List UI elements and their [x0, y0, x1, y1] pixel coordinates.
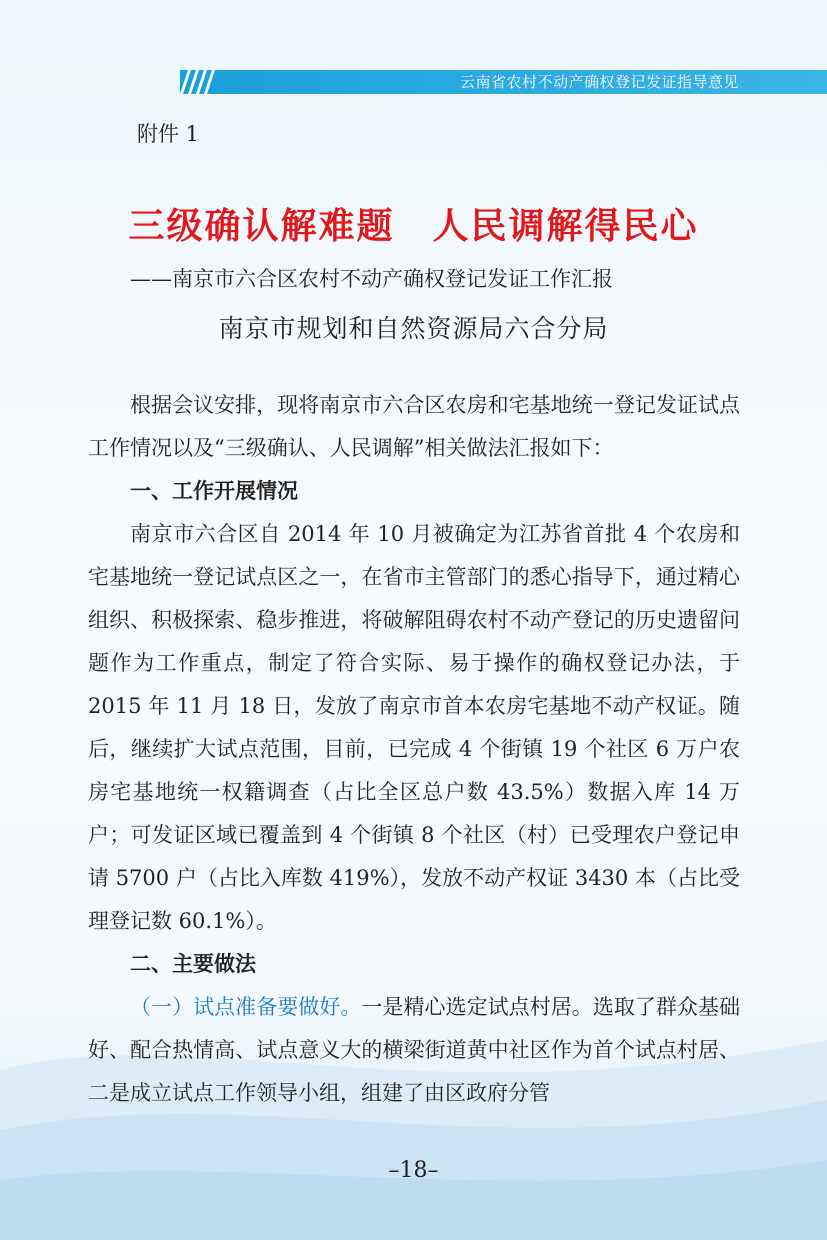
document-subtitle: ——南京市六合区农村不动产确权登记发证工作汇报 — [130, 267, 613, 291]
section-1-heading: 一、工作开展情况 — [130, 479, 298, 503]
subsection-text: 一是精心选定试点村居。选取了群众基础好、配合热情高、试点意义大的横梁街道黄中社区作为首个试点村居、二是成立试点工作领导小组，组建了由区政府分管 — [88, 995, 741, 1105]
subsection-label: （一）试点准备要做好。 — [130, 995, 362, 1019]
section-1-paragraph: 南京市六合区自 2014 年 10 月被确定为江苏省首批 4 个农房和宅基地统一登记试点区之一，在省市主管部门的悉心指导下，通过精心组织、积极探索、稳步推进，将破解阻碍农村不动产登记的历史遗留问题作为工作重点，制定了符合实际、易于操作的确权登记办法，于 2015 年 11 月 18 日，发放了南京市首本农房宅基地不动产权证。随后，继续扩大试点范围，目前，已完成 4 个街镇 19 个社区 6 万户农房宅基地统一权籍调查（占比全区总户数 43.5%）数据入库 14 万户；可发证区域已覆盖到 4 个街镇 8 个社区（村）已受理农户登记申请 5700 户（占比入库数 419%），发放不动产权证 3430 本（占比受理登记数 60.1%）。 — [88, 522, 740, 933]
header-stripes — [180, 70, 240, 94]
document-author: 南京市规划和自然资源局六合分局 — [218, 314, 609, 343]
section-2-paragraph — [88, 986, 740, 1115]
attachment-label: 附件 1 — [137, 122, 200, 146]
section-2-heading: 二、主要做法 — [130, 952, 256, 976]
document-title: 三级确认解难题 人民调解得民心 — [128, 205, 699, 247]
document-body — [88, 384, 740, 1115]
running-title: 云南省农村不动产确权登记发证指导意见 — [459, 73, 739, 91]
intro-paragraph: 根据会议安排，现将南京市六合区农房和宅基地统一登记发证试点工作情况以及“三级确认、人民调解”相关做法汇报如下： — [88, 393, 740, 460]
page-number: –18– — [388, 1158, 439, 1183]
